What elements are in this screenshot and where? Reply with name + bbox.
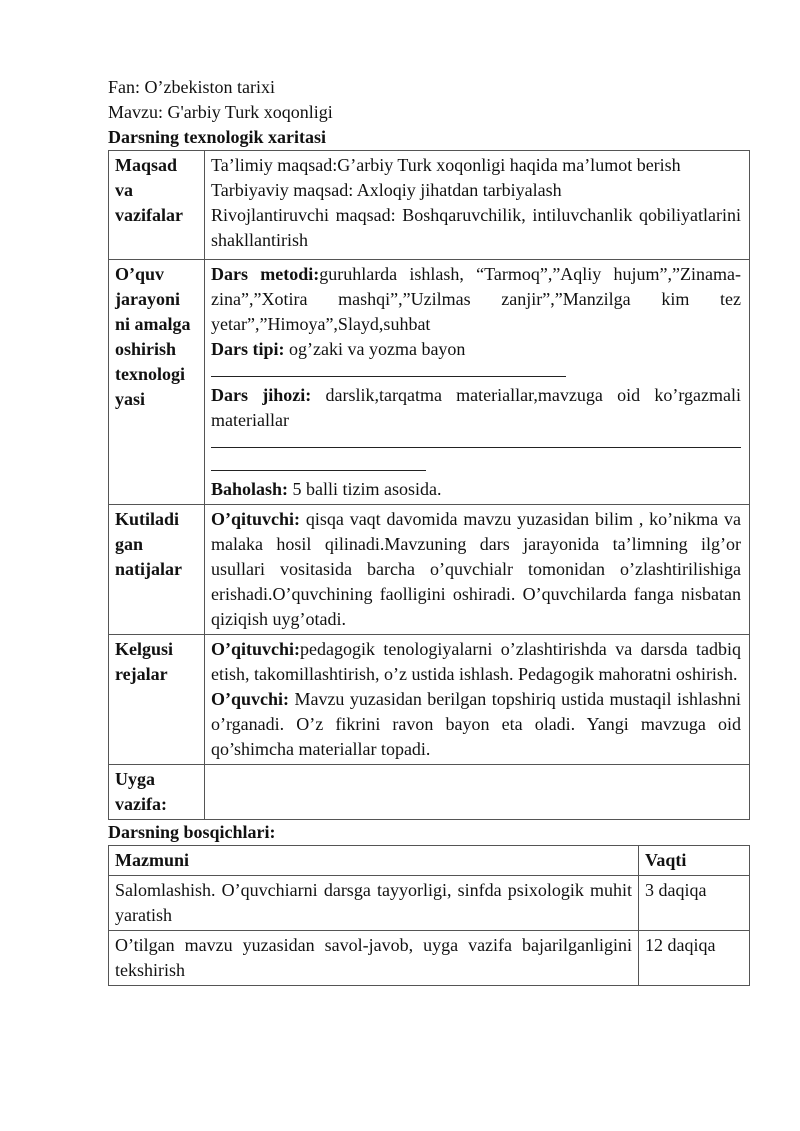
method-text: guruhlarda ishlash, “Tarmoq”,”Aqliy hujum”,”Zinama-zina”,”Xotira mashqi”,”Uzilmas zanjir”,”Manzilga kim tez yetar”,”Himoya”,Slayd,suhbat [211, 264, 741, 334]
teacher-plans-text: pedagogik tenologiyalarni o’zlashtirishda va darsda tadbiq etish, takomillashtirish, o’z ustida ishlash. Pedagogik mahoratni oshirish. [211, 639, 741, 684]
grading-paragraph [211, 477, 741, 502]
type-text: og’zaki va yozma bayon [289, 339, 466, 359]
goals-row [109, 151, 750, 260]
stage-content: Salomlashish. O’quvchiarni darsga tayyorligi, sinfda psixologik muhit yaratish [109, 876, 639, 931]
outcomes-content [205, 505, 750, 635]
subject-line: Fan: O’zbekiston tarixi [108, 77, 275, 97]
stages-title: Darsning bosqichlari: [108, 822, 276, 842]
process-label: O’quv jarayoni ni amalga oshirish texnologi yasi [109, 260, 205, 505]
process-content [205, 260, 750, 505]
grading-label: Baholash: [211, 479, 289, 499]
outcomes-label: Kutiladi gan natijalar [109, 505, 205, 635]
goal-developmental: Rivojlantiruvchi maqsad: Boshqaruvchilik, intiluvchanlik qobiliyatlarini shakllantirish [211, 205, 741, 250]
future-plans-row [109, 635, 750, 765]
stage-content: O’tilgan mavzu yuzasidan savol-javob, uyga vazifa bajarilganligini tekshirish [109, 931, 639, 986]
student-label: O’quvchi: [211, 689, 290, 709]
equipment-paragraph [211, 383, 741, 433]
blank-line [211, 362, 566, 377]
outcomes-row [109, 505, 750, 635]
lesson-stages-table [108, 845, 750, 986]
method-label: Dars metodi: [211, 264, 320, 284]
table-row [109, 931, 750, 986]
blank-line [211, 448, 426, 471]
goal-educational: Ta’limiy maqsad:G’arbiy Turk xoqonligi haqida ma’lumot berish [211, 155, 681, 175]
stages-header-row [109, 846, 750, 876]
student-plans-text: Mavzu yuzasidan berilgan topshiriq ustida mustaqil ishlashni o’rganadi. O’z fikrini ravon bayon eta oladi. Yangi mavzuga oid qo’shimcha materiallar topadi. [211, 689, 741, 759]
homework-content [205, 765, 750, 820]
grading-text: 5 balli tizim asosida. [292, 479, 442, 499]
homework-row [109, 765, 750, 820]
teacher-label: O’qituvchi: [211, 639, 301, 659]
goal-upbringing: Tarbiyaviy maqsad: Axloqiy jihatdan tarbiyalash [211, 180, 562, 200]
table-row [109, 876, 750, 931]
stage-time: 12 daqiqa [639, 931, 750, 986]
lesson-plan-table [108, 150, 750, 820]
goals-content [205, 151, 750, 260]
tech-map-title: Darsning texnologik xaritasi [108, 127, 327, 147]
column-header-time: Vaqti [639, 846, 750, 876]
homework-label: Uyga vazifa: [109, 765, 205, 820]
future-plans-content [205, 635, 750, 765]
teacher-label: O’qituvchi: [211, 509, 301, 529]
type-label: Dars tipi: [211, 339, 285, 359]
blank-line [211, 433, 741, 448]
method-paragraph [211, 262, 741, 337]
equipment-text: darslik,tarqatma materiallar,mavzuga oid ko’rgazmali materiallar [211, 385, 742, 430]
type-paragraph [211, 337, 741, 362]
topic-line: Mavzu: G'arbiy Turk xoqonligi [108, 102, 333, 122]
equipment-label: Dars jihozi: [211, 385, 312, 405]
goals-label: Maqsad va vazifalar [109, 151, 205, 260]
document-page [108, 75, 750, 986]
column-header-content: Mazmuni [109, 846, 639, 876]
outcomes-text: qisqa vaqt davomida mavzu yuzasidan bilim , ko’nikma va malaka hosil qilinadi.Mavzuning dars jarayonida ta’limning ilg’or usullari vositasida barcha o’quvchialr tomonidan o’zlashtirilishiga erishadi.O’quvchining faolligini oshiradi. O’quvchilarda fanga nisbatan qiziqish uyg’otadi. [211, 509, 741, 629]
future-plans-label: Kelgusi rejalar [109, 635, 205, 765]
process-row [109, 260, 750, 505]
stage-time: 3 daqiqa [639, 876, 750, 931]
